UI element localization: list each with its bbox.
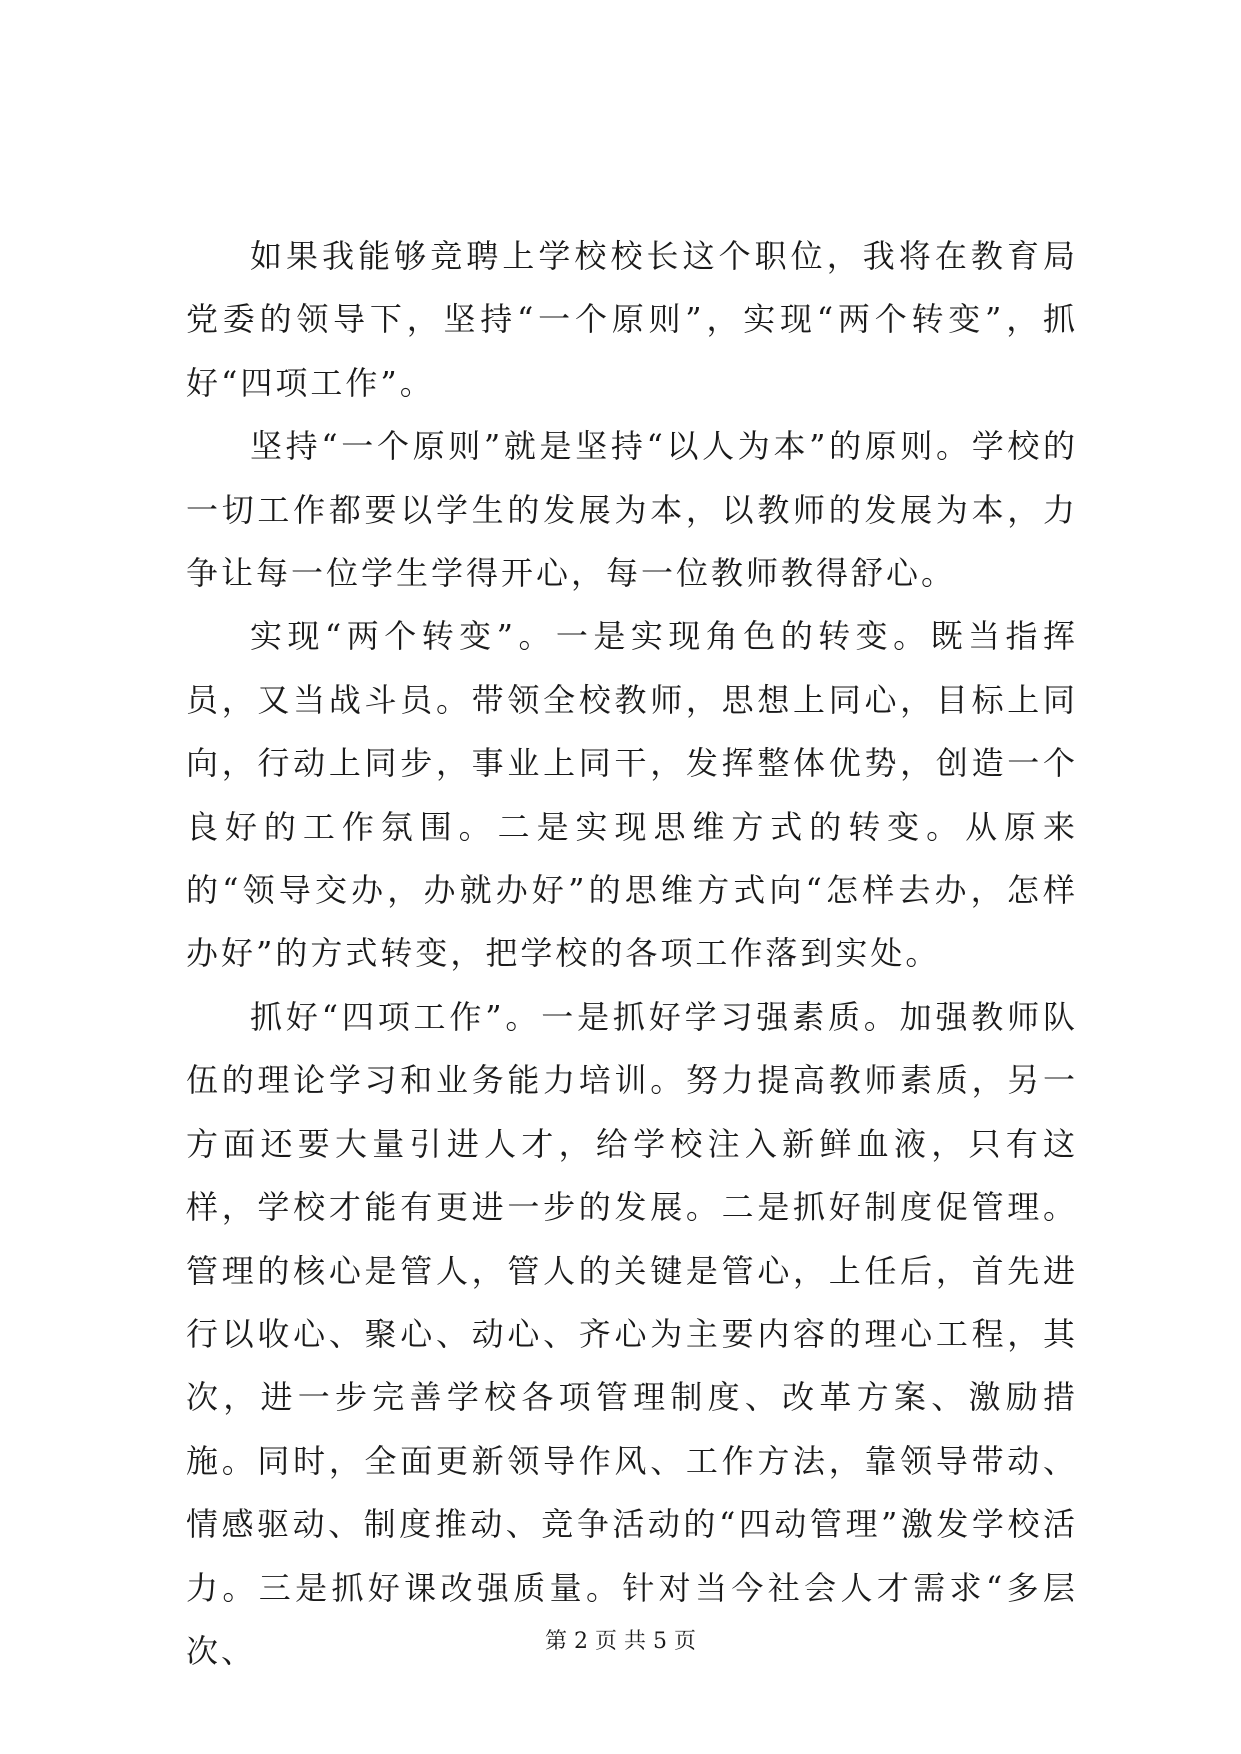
paragraph-2: 坚持“一个原则”就是坚持“以人为本”的原则。学校的一切工作都要以学生的发展为本，以教师的发展为本，力争让每一位学生学得开心，每一位教师教得舒心。 (186, 427, 1078, 593)
paragraph-4: 抓好“四项工作”。一是抓好学习强素质。加强教师队伍的理论学习和业务能力培训。努力提高教师素质，另一方面还要大量引进人才，给学校注入新鲜血液，只有这样，学校才能有更进一步的发展。二是抓好制度促管理。管理的核心是管人，管人的关键是管心，上任后，首先进行以收心、聚心、动心、齐心为主要内容的理心工程，其次，进一步完善学校各项管理制度、改革方案、激励措施。同时，全面更新领导作风、工作方法，靠领导带动、情感驱动、制度推动、竞争活动的“四动管理”激发学校活力。三是抓好课改强质量。针对当今社会人才需求“多层次、 (186, 997, 1078, 1670)
page-number-footer: 第 2 页 共 5 页 (545, 1629, 696, 1654)
paragraph-1: 如果我能够竞聘上学校校长这个职位，我将在教育局党委的领导下，坚持“一个原则”，实现“两个转变”，抓好“四项工作”。 (186, 237, 1078, 402)
document-body (186, 225, 1078, 1683)
paragraph-3: 实现“两个转变”。一是实现角色的转变。既当指挥员，又当战斗员。带领全校教师，思想上同心，目标上同向，行动上同步，事业上同干，发挥整体优势，创造一个良好的工作氛围。二是实现思维方式的转变。从原来的“领导交办，办就办好”的思维方式向“怎样去办，怎样办好”的方式转变，把学校的各项工作落到实处。 (186, 617, 1078, 973)
